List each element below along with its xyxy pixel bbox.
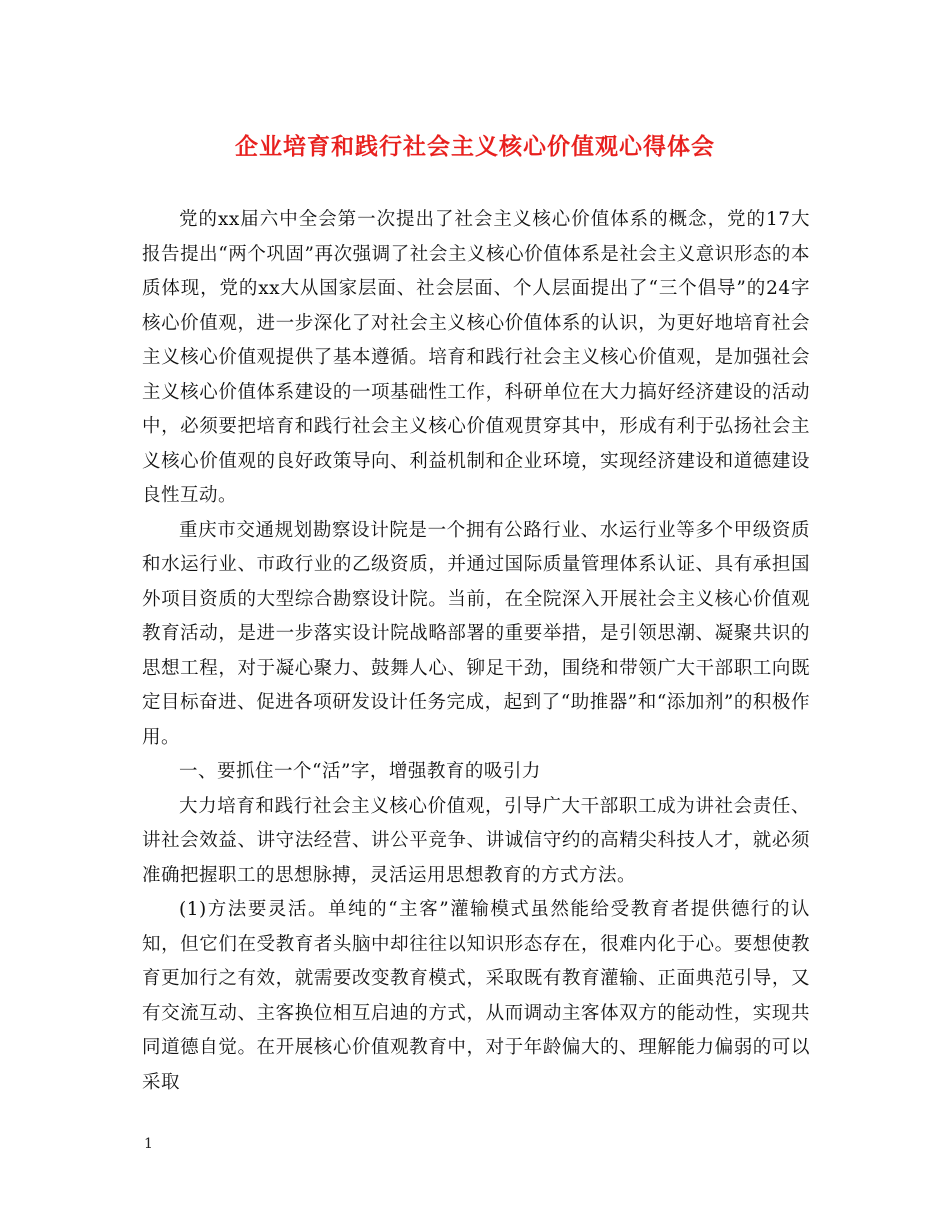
document-body [142,203,810,1100]
paragraph-intro: 党的xx届六中全会第一次提出了社会主义核心价值体系的概念，党的17大报告提出“两个巩固”再次强调了社会主义核心价值体系是社会主义意识形态的本质体现，党的xx大从国家层面、社会层面、个人层面提出了“三个倡导”的24字核心价值观，进一步深化了对社会主义核心价值体系的认识，为更好地培育社会主义核心价值观提供了基本遵循。培育和践行社会主义核心价值观，是加强社会主义核心价值体系建设的一项基础性工作，科研单位在大力搞好经济建设的活动中，必须要把培育和践行社会主义核心价值观贯穿其中，形成有利于弘扬社会主义核心价值观的良好政策导向、利益机制和企业环境，实现经济建设和道德建设良性互动。 [142,209,810,506]
section-heading-1: 一、要抓住一个“活”字，增强教育的吸引力 [179,761,541,782]
paragraph-method: (1)方法要灵活。单纯的“主客”灌输模式虽然能给受教育者提供德行的认知，但它们在受教育者头脑中却往往以知识形态存在，很难内化于心。要想使教育更加行之有效，就需要改变教育模式，采取既有教育灌输、正面典范引导，又有交流互动、主客换位相互启迪的方式，从而调动主客体双方的能动性，实现共同道德自觉。在开展核心价值观教育中，对于年龄偏大的、理解能力偏弱的可以采取 [142,899,810,1093]
page-number: 1 [144,1136,153,1152]
paragraph-institute: 重庆市交通规划勘察设计院是一个拥有公路行业、水运行业等多个甲级资质和水运行业、市政行业的乙级资质，并通过国际质量管理体系认证、具有承担国外项目资质的大型综合勘察设计院。当前，在全院深入开展社会主义核心价值观教育活动，是进一步落实设计院战略部署的重要举措，是引领思潮、凝聚共识的思想工程，对于凝心聚力、鼓舞人心、铆足干劲，围绕和带领广大干部职工向既定目标奋进、促进各项研发设计任务完成，起到了“助推器”和“添加剂”的积极作用。 [142,519,810,748]
paragraph-section-1: 大力培育和践行社会主义核心价值观，引导广大干部职工成为讲社会责任、讲社会效益、讲守法经营、讲公平竞争、讲诚信守约的高精尖科技人才，就必须准确把握职工的思想脉搏，灵活运用思想教育的方式方法。 [142,795,810,886]
document-title: 企业培育和践行社会主义核心价值观心得体会 [235,133,715,160]
